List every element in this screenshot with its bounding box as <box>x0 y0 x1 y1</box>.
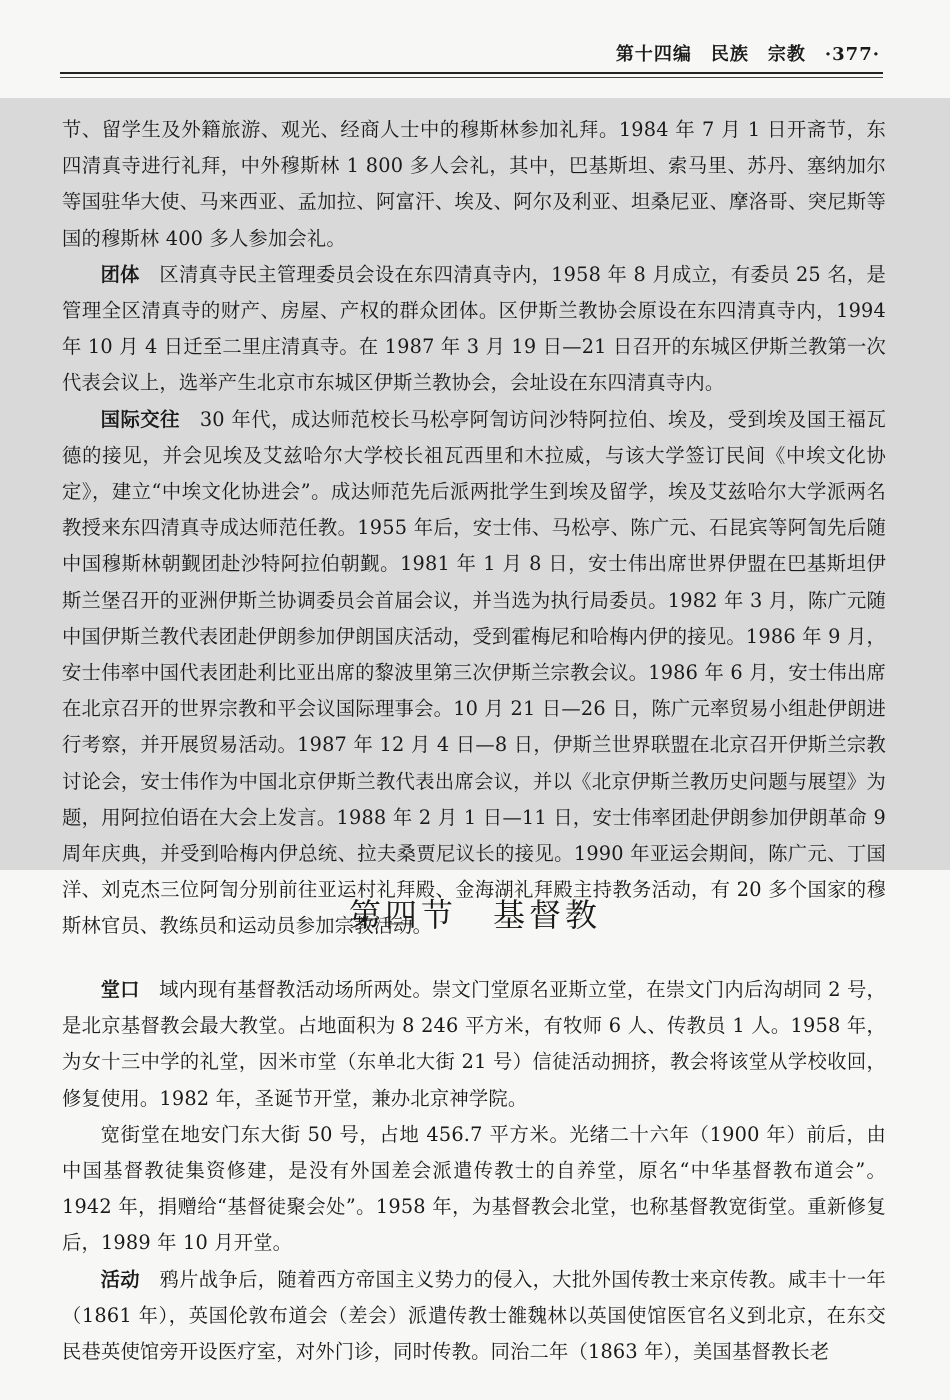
tuanti-body: 区清真寺民主管理委员会设在东四清真寺内，1958 年 8 月成立，有委员 25 名，是管理全区清真寺的财产、房屋、产权的群众团体。区伊斯兰教协会原设在东四清真寺内，1994 年 10 月 4 日迁至二里庄清真寺。在 1987 年 3 月 19 日—21 日召开的东城区伊斯兰教第一次代表会议上，选举产生北京市东城区伊斯兰教协会，会址设在东四清真寺内。 <box>62 262 887 395</box>
paragraph-huodong <box>62 1262 886 1371</box>
paragraph-continued: 节、留学生及外籍旅游、观光、经商人士中的穆斯林参加礼拜。1984 年 7 月 1 日开斋节，东四清真寺进行礼拜，中外穆斯林 1 800 多人会礼，其中，巴基斯坦、索马里、苏丹、塞纳加尔等国驻华大使、马来西亚、孟加拉、阿富汗、埃及、阿尔及利亚、坦桑尼亚、摩洛哥、突尼斯等国的穆斯林 400 多人参加会礼。 <box>62 118 886 250</box>
keyword-guoji: 国际交往 <box>100 407 180 431</box>
islam-section-text <box>62 112 886 945</box>
guoji-body: 30 年代，成达师范校长马松亭阿訇访问沙特阿拉伯、埃及，受到埃及国王福瓦德的接见，并会见埃及艾兹哈尔大学校长祖瓦西里和木拉威，与该大学签订民间《中埃文化协定》，建立“中埃文化协进会”。成达师范先后派两批学生到埃及留学，埃及艾兹哈尔大学派两名教授来东四清真寺成达师范任教。1955 年后，安士伟、马松亭、陈广元、石昆宾等阿訇先后随中国穆斯林朝觐团赴沙特阿拉伯朝觐。1981 年 1 月 8 日，安士伟出席世界伊盟在巴基斯坦伊斯兰堡召开的亚洲伊斯兰协调委员会首届会议，并当选为执行局委员。1982 年 3 月，陈广元随中国伊斯兰教代表团赴伊朗参加伊朗国庆活动，受到霍梅尼和哈梅内伊的接见。1986 年 9 月，安士伟率中国代表团赴利比亚出席的黎波里第三次伊斯兰宗教会议。1986 年 6 月，安士伟出席在北京召开的世界宗教和平会议国际理事会。10 月 21 日—26 日，陈广元率贸易小组赴伊朗进行考察，并开展贸易活动。1987 年 12 月 4 日—8 日，伊斯兰世界联盟在北京召开伊斯兰宗教讨论会，安士伟作为中国北京伊斯兰教代表出席会议，并以《北京伊斯兰教历史问题与展望》为题，用阿拉伯语在大会上发言。1988 年 2 月 1 日—11 日，安士伟率团赴伊朗参加伊朗革命 9 周年庆典，并受到哈梅内伊总统、拉夫桑贾尼议长的接见。1990 年亚运会期间，陈广元、丁国洋、刘克杰三位阿訇分别前往亚运村礼拜殿、金海湖礼拜殿主持教务活动，有 20 多个国家的穆斯林官员、教练员和运动员参加宗教活动。 <box>62 407 886 938</box>
huodong-body: 鸦片战争后，随着西方帝国主义势力的侵入，大批外国传教士来京传教。咸丰十一年（1861 年），英国伦敦布道会（差会）派遣传教士雒魏林以英国使馆医官名义到北京，在东交民巷英使馆旁开设医疗室，对外门诊，同时传教。同治二年（1863 年），美国基督教长老 <box>62 1267 886 1364</box>
keyword-tuanti: 团体 <box>100 262 140 286</box>
paragraph-tangkou <box>62 972 886 1117</box>
keyword-tangkou: 堂口 <box>100 978 140 1001</box>
paragraph-tuanti <box>62 257 886 402</box>
running-header: 第十四编 民族 宗教 ·377· <box>615 44 880 65</box>
christianity-section-text <box>62 972 886 1370</box>
section-title: 第四节 基督教 <box>348 896 601 934</box>
paragraph-kuanjie: 宽街堂在地安门东大街 50 号，占地 456.7 平方米。光绪二十六年（1900 年）前后，由中国基督教徒集资修建，是没有外国差会派遣传教士的自养堂，原名“中华基督教布道会”。1942 年，捐赠给“基督徒聚会处”。1958 年，为基督教会北堂，也称基督教宽街堂。重新修复后，1989 年 10 月开堂。 <box>62 1122 886 1255</box>
header-rule-thin <box>60 77 883 78</box>
header-rule-thick <box>60 72 883 74</box>
keyword-huodong: 活动 <box>100 1267 140 1291</box>
tangkou-body: 域内现有基督教活动场所两处。崇文门堂原名亚斯立堂，在崇文门内后沟胡同 2 号，是北京基督教会最大教堂。占地面积为 8 246 平方米，有牧师 6 人、传教员 1 人。1958 年，为女十三中学的礼堂，因米市堂（东单北大街 21 号）信徒活动拥挤，教会将该堂从学校收回，修复使用。1982 年，圣诞节开堂，兼办北京神学院。 <box>62 978 886 1110</box>
paragraph-guoji <box>62 402 886 945</box>
